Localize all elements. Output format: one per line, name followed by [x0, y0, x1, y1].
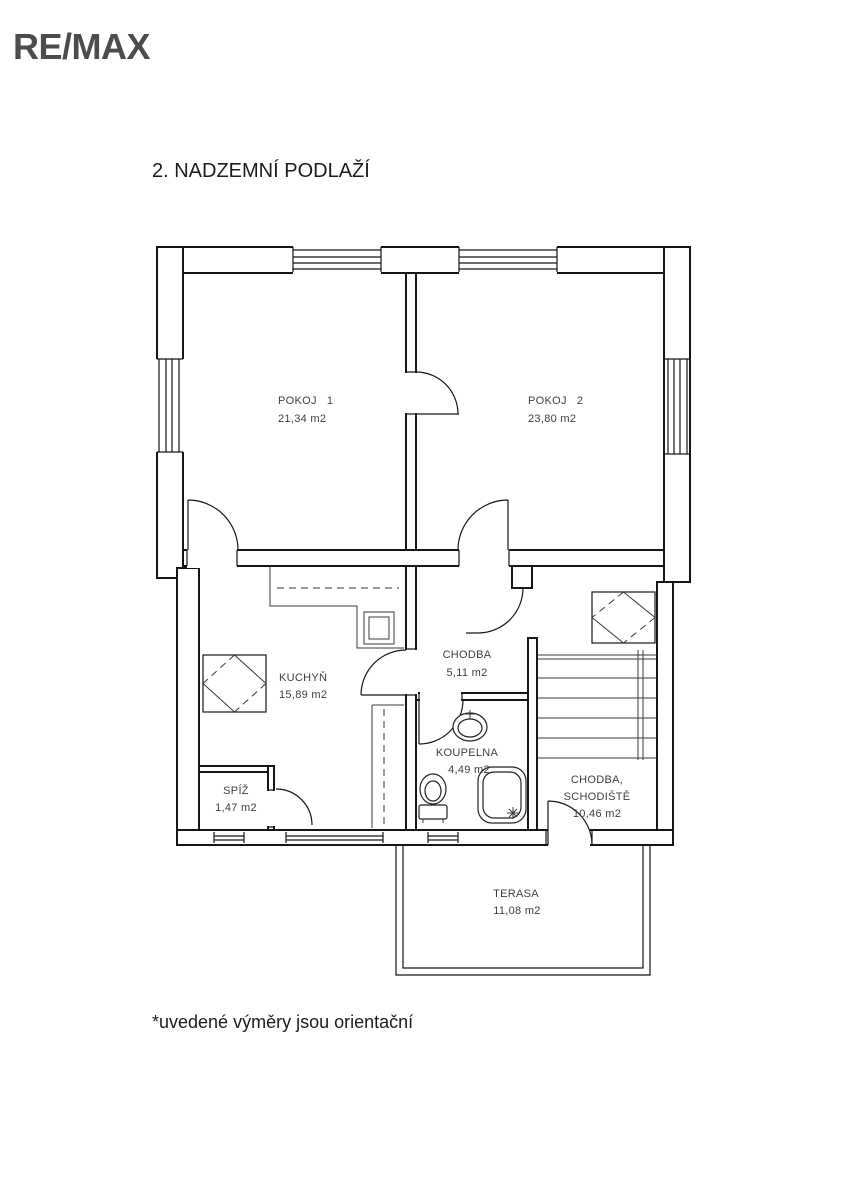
- room-label-chodba: CHODBA: [442, 649, 492, 661]
- room-label-terasa: TERASA: [493, 888, 539, 900]
- window-bottom-2: [286, 832, 383, 843]
- door-spiz: [266, 789, 312, 827]
- sink: [453, 710, 487, 741]
- window-bottom-1: [214, 832, 244, 843]
- footnote: *uvedené výměry jsou orientační: [152, 1012, 414, 1032]
- interior-walls: [183, 273, 664, 830]
- door-pokoj2: [458, 500, 509, 568]
- room-label-koupelna: KOUPELNA: [435, 747, 499, 759]
- door-between-rooms: [404, 372, 459, 414]
- room-label-hala-1: CHODBA,: [570, 774, 624, 786]
- window-top-left: [293, 245, 381, 275]
- room-area-spiz: 1,47 m2: [215, 802, 257, 814]
- door-pokoj1: [187, 500, 238, 568]
- room-area-kuchyn: 15,89 m2: [279, 689, 328, 701]
- remax-logo: RE/MAX: [13, 26, 151, 67]
- room-label-pokoj1: POKOJ 1: [278, 395, 334, 407]
- room-area-koupelna: 4,49 m2: [448, 764, 490, 776]
- window-right: [664, 359, 690, 454]
- room-label-spiz: SPÍŽ: [223, 785, 249, 797]
- room-label-kuchyn: KUCHYŇ: [279, 672, 328, 684]
- skylight-schodiste: [592, 592, 655, 643]
- toilet: [419, 774, 447, 823]
- room-label-pokoj2: POKOJ 2: [528, 395, 584, 407]
- room-area-hala: 10,46 m2: [572, 808, 622, 820]
- room-area-chodba: 5,11 m2: [446, 667, 488, 679]
- window-top-right: [459, 245, 557, 275]
- window-bottom-3: [428, 832, 458, 843]
- door-chodba-hala: [466, 588, 538, 637]
- skylight-kuchyn: [203, 655, 266, 712]
- room-label-hala-2: SCHODIŠTĚ: [563, 791, 631, 803]
- window-left: [156, 359, 184, 452]
- room-area-terasa: 11,08 m2: [493, 905, 541, 917]
- floor-title: 2. NADZEMNÍ PODLAŽÍ: [152, 160, 370, 182]
- door-kuchyn: [361, 649, 418, 695]
- room-area-pokoj1: 21,34 m2: [278, 413, 327, 425]
- room-area-pokoj2: 23,80 m2: [528, 413, 577, 425]
- exterior-walls: [157, 247, 690, 845]
- staircase: [537, 650, 657, 760]
